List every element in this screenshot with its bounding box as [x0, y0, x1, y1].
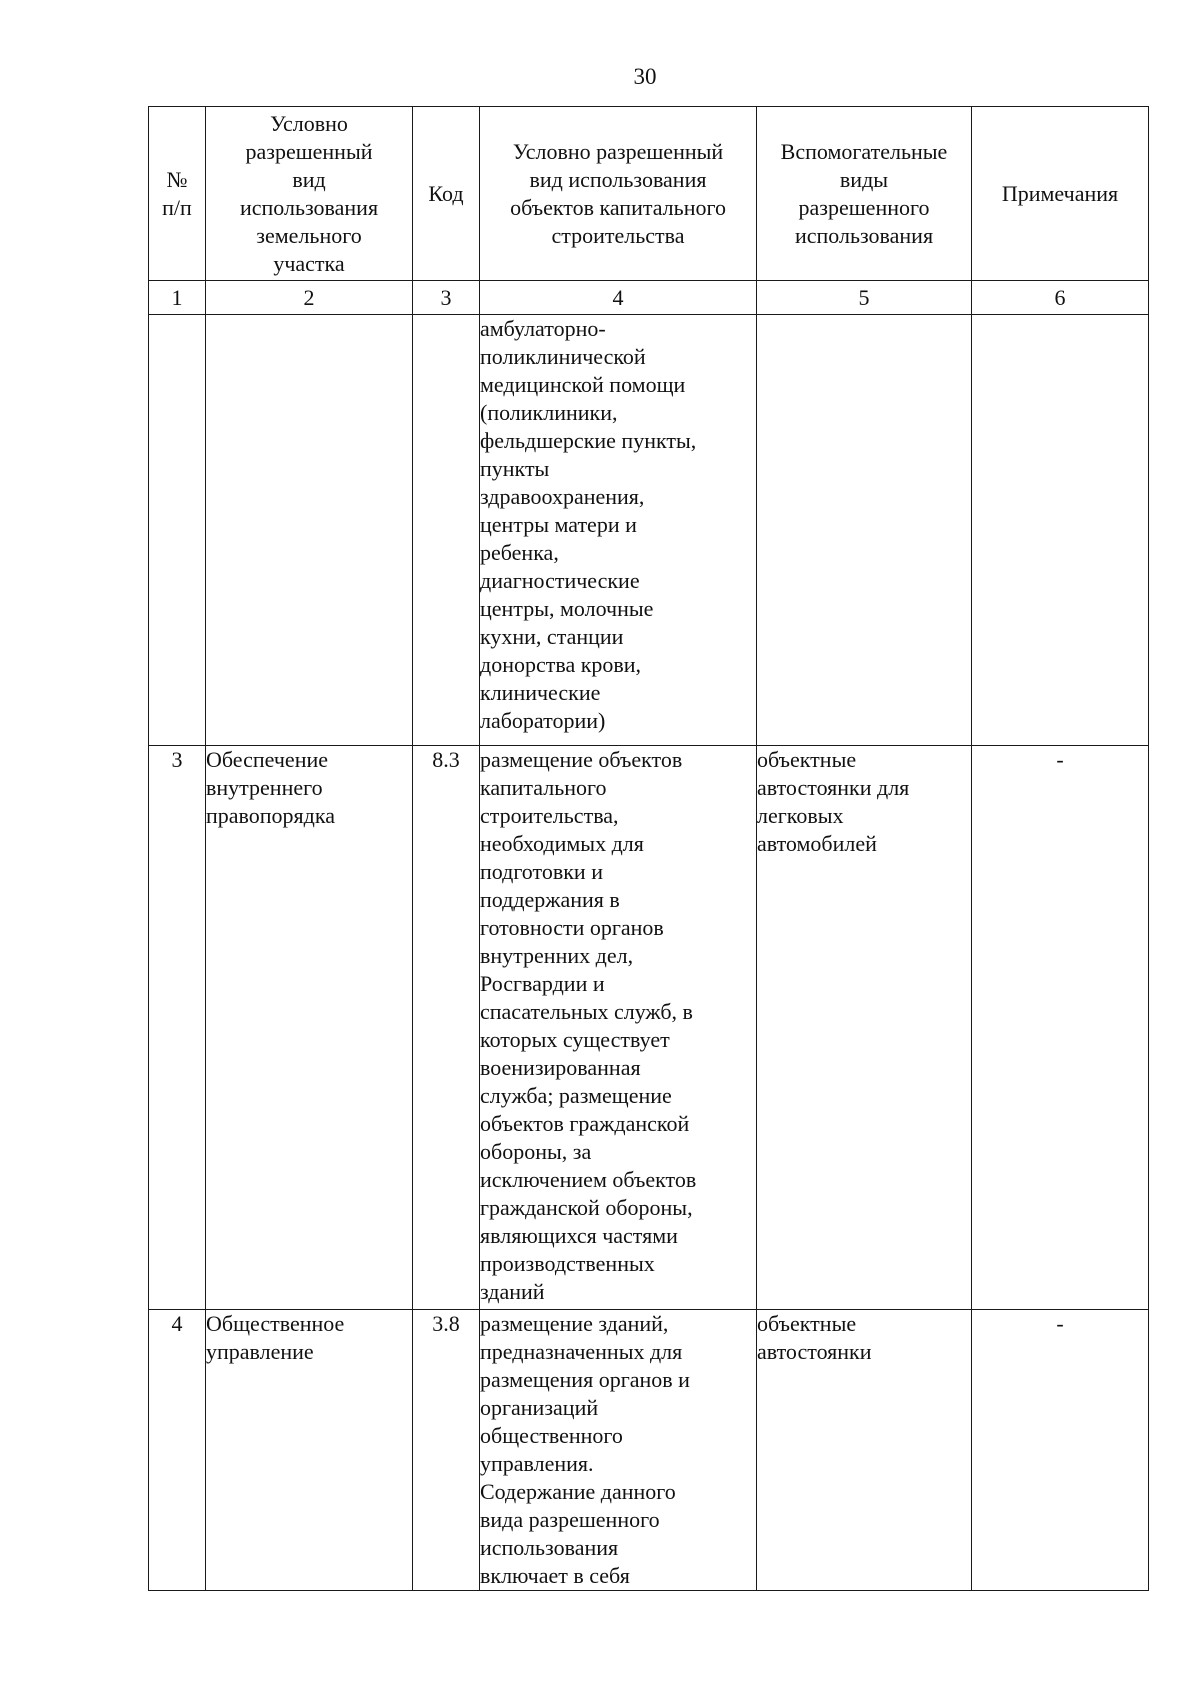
- land-use-cell: Обеспечение внутреннего правопорядка: [206, 746, 413, 1310]
- land-use-cell: [206, 315, 413, 746]
- notes-cell: [972, 315, 1149, 746]
- header-auxiliary: Вспомогательные виды разрешенного использования: [757, 107, 972, 281]
- column-number: 3: [413, 281, 480, 315]
- row-number-cell: [149, 315, 206, 746]
- land-use-cell: Общественное управление: [206, 1310, 413, 1591]
- table-row: [149, 315, 1149, 746]
- capital-use-cell: размещение объектов капитального строительства, необходимых для подготовки и поддержания в готовности органов внутренних дел, Росгвардии и спасательных служб, в которых существует военизированная служба; размещение объектов гражданской обороны, за исключением объектов гражданской обороны, являющихся частями производственных зданий: [480, 746, 757, 1310]
- header-number: № п/п: [149, 107, 206, 281]
- table-row: [149, 746, 1149, 1310]
- header-land-use: Условно разрешенный вид использования земельного участка: [206, 107, 413, 281]
- table-row: [149, 1310, 1149, 1591]
- notes-cell: -: [972, 746, 1149, 1310]
- page-number: 30: [633, 64, 657, 89]
- code-cell: [413, 315, 480, 746]
- column-number: 4: [480, 281, 757, 315]
- code-cell: 3.8: [413, 1310, 480, 1591]
- column-number: 6: [972, 281, 1149, 315]
- row-number-cell: 3: [149, 746, 206, 1310]
- land-use-table: [148, 106, 1149, 1591]
- column-number: 5: [757, 281, 972, 315]
- header-code: Код: [413, 107, 480, 281]
- row-number-cell: 4: [149, 1310, 206, 1591]
- table-header-row: [149, 107, 1149, 281]
- capital-use-cell: размещение зданий, предназначенных для размещения органов и организаций общественного управления. Содержание данного вида разрешенного использования включает в себя: [480, 1310, 757, 1591]
- column-number-row: [149, 281, 1149, 315]
- notes-cell: -: [972, 1310, 1149, 1591]
- header-capital-use: Условно разрешенный вид использования объектов капитального строительства: [480, 107, 757, 281]
- auxiliary-cell: объектные автостоянки для легковых автомобилей: [757, 746, 972, 1310]
- auxiliary-cell: [757, 315, 972, 746]
- column-number: 1: [149, 281, 206, 315]
- column-number: 2: [206, 281, 413, 315]
- capital-use-cell: амбулаторно- поликлинической медицинской помощи (поликлиники, фельдшерские пункты, пункты здравоохранения, центры матери и ребенка, диагностические центры, молочные кухни, станции донорства крови, клинические лаборатории): [480, 315, 757, 746]
- header-notes: Примечания: [972, 107, 1149, 281]
- code-cell: 8.3: [413, 746, 480, 1310]
- auxiliary-cell: объектные автостоянки: [757, 1310, 972, 1591]
